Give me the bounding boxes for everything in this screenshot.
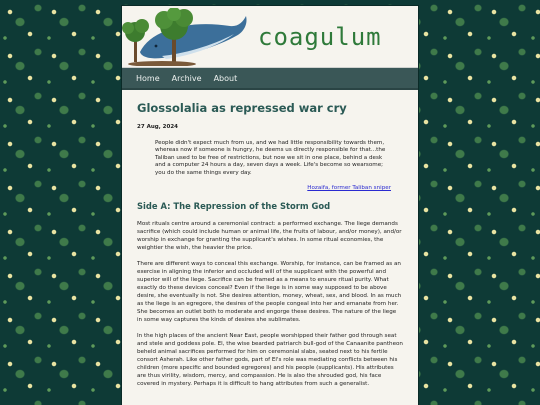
nav-archive-link[interactable]: Archive	[171, 73, 202, 83]
tree-whale-logo-icon[interactable]	[122, 8, 254, 66]
epigraph-quote: People didn't expect much from us, and we had little responsibility towards them, whereas now if someone is hungry, he deems us directly responsible for that...the Taliban used to be free of restrictions, but now we sit in one place, behind a desk and a computer 24 hours a day, seven days a week. Life's become so wearsome; you do the same things every day.	[155, 140, 386, 176]
paragraph: There are different ways to conceal this exchange. Worship, for instance, can be framed as an exercise in aligning the inferior and occluded will of the supplicant with the powerful and superior will of the liege. Sacrifice can be framed as a means to ensure ritual purity. What exactly do these devices conceal? Even if the liege is in some way supposed to be above desire, she eventually is not. She desires attention, money, wheat, sex, and blood. In as much as the liege is an egregore, the desires of the people congeal into her and emanate from her. She becomes an outlet both to moderate and engorge these desires. The nature of the liege in some way captures the kinds of desires she sublimates.	[137, 261, 402, 324]
paragraph: Most rituals centre around a ceremonial contract: a performed exchange. The liege demands sacrifice (which could include human or animal life, the fruits of labour, and/or money), and/or worship in exchange for granting the supplicant's wishes. In some ritual economies, the weightier the wish, the heavier the price.	[137, 221, 402, 252]
post-title: Glossolalia as repressed war cry	[137, 101, 347, 115]
post-content	[122, 90, 418, 388]
quote-attribution-link[interactable]: Hozaifa, former Taliban sniper	[307, 185, 391, 192]
nav-home-link[interactable]: Home	[136, 73, 160, 83]
post-date: 27 Aug, 2024	[137, 124, 178, 130]
nav-about-link[interactable]: About	[213, 73, 238, 83]
site-title[interactable]: coagulum	[258, 23, 382, 51]
main-nav	[122, 68, 418, 90]
page-container	[122, 6, 418, 405]
section-heading: Side A: The Repression of the Storm God	[137, 201, 331, 212]
paragraph: In the high places of the ancient Near East, people worshipped their father god through seat and stele and goddess pole. El, the wise bearded patriarch bull-god of the Canaanite pantheon beheld animal sacrifices performed for him on ceremonial slabs, seated next to his fertile consort Asherah. Like other father gods, part of El's role was mediating conflicts between his children (more specific and bounded egregores) and his people (supplicants). His attributes are thus virility, wisdom, mercy, and compassion. He is also the shrouded god, his face covered in mystery. Perhaps it is difficult to hang attributes from such a generalist.	[137, 333, 403, 388]
site-header	[122, 6, 418, 68]
quote-attribution	[137, 185, 391, 191]
